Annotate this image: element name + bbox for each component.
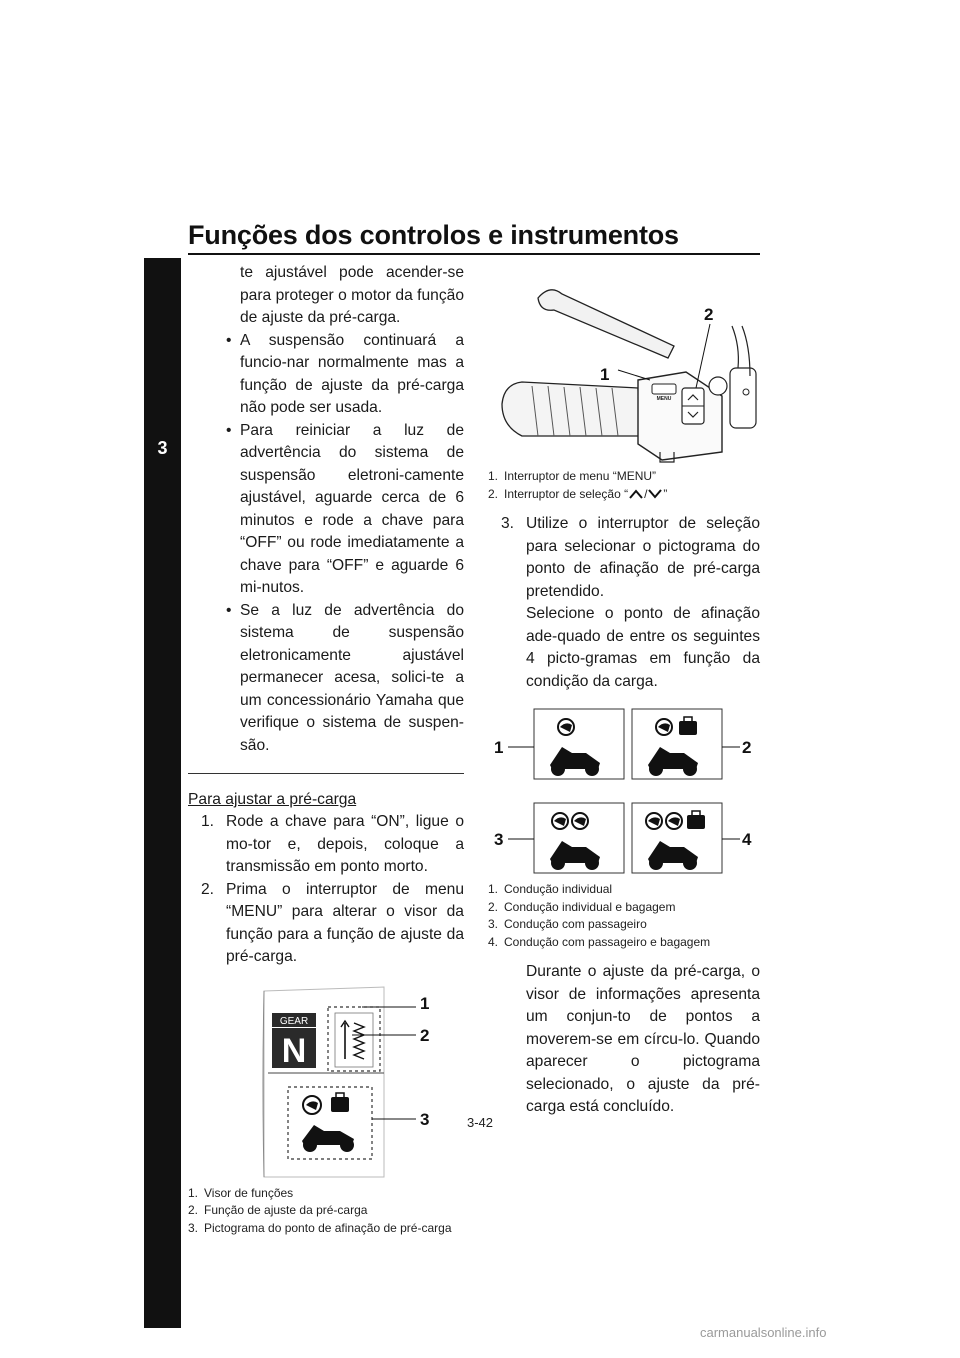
step-number: 3. (501, 515, 515, 532)
motorcycle-icon (302, 1125, 354, 1152)
bullet-dot: • (226, 331, 232, 349)
caption-number: 2. (488, 899, 499, 914)
caption-number: 2. (488, 486, 499, 501)
caption-item (188, 1220, 464, 1238)
callout-1: 1 (600, 365, 610, 384)
left-column (188, 262, 464, 1237)
callout-2: 2 (704, 305, 714, 324)
gear-value: N (281, 1031, 307, 1070)
display-figure (188, 983, 464, 1179)
menu-switch (652, 384, 676, 394)
caption-text: Condução individual e bagagem (504, 899, 676, 914)
pictograms-figure (488, 705, 760, 877)
pictograms-figure-captions (488, 881, 760, 951)
caption-text: Condução individual (504, 882, 613, 896)
rider-head-icon (303, 1096, 321, 1114)
pictogram-passenger (534, 803, 624, 873)
step-number: 1. (201, 813, 215, 830)
caption-item (188, 1185, 464, 1203)
caption-number: 1. (488, 469, 499, 483)
list-item (188, 330, 464, 420)
bullet-dot: • (226, 601, 232, 619)
gear-label: GEAR (279, 1015, 309, 1027)
display-figure-captions (188, 1185, 464, 1238)
step-item (488, 513, 760, 693)
pictogram-box (288, 1087, 372, 1159)
closing-text: Durante o ajuste da pré-carga, o visor de informações apresenta um conjun-to de pontos a moverem-se em círcu-lo. Quando aparecer o pictograma selecionado, o ajuste da pré-carga está concluído. (526, 963, 760, 1115)
pictograms-illustration (488, 705, 760, 877)
list-item (188, 600, 464, 758)
caption-item (488, 486, 760, 504)
caption-number: 1. (188, 1185, 199, 1200)
steps-list (188, 811, 464, 969)
caption-text: ” (663, 486, 668, 501)
list-item (188, 420, 464, 600)
page-number: 3-42 (466, 1115, 494, 1130)
caption-text: Condução com passageiro e bagagem (504, 934, 711, 949)
chapter-tab (144, 258, 181, 1328)
luggage-icon (331, 1093, 349, 1112)
display-illustration (188, 983, 464, 1179)
chevron-up-icon (628, 489, 644, 499)
caption-number: 3. (488, 917, 499, 931)
caption-text: Função de ajuste da pré-carga (204, 1203, 368, 1217)
caption-text: Condução com passageiro (504, 917, 647, 931)
step-item (188, 811, 464, 879)
bullet-text: Para reiniciar a luz de advertência do sistema de suspensão eletroni-camente ajustável, aguarde cerca de 6 minutos e rode a chave para “OFF” ou rode imediatamente a chave para “OFF” e aguarde 6 mi-nutos. (240, 421, 464, 596)
caption-text: Interruptor de seleção “ (504, 486, 629, 501)
chapter-number: 3 (157, 438, 168, 458)
caption-separator: / (644, 486, 648, 501)
step-text: Utilize o interruptor de seleção para selecionar o pictograma do ponto de afinação de pré-carga pretendido. (526, 515, 760, 600)
menu-label: MENU (656, 396, 672, 402)
handlebar-illustration (488, 276, 760, 464)
bullet-text: A suspensão continuará a funcio-nar normalmente mas a função de ajuste da pré-carga não pode ser usada. (240, 331, 464, 416)
continuation-text: te ajustável pode acender-se para proteger o motor da função de ajuste da pré-carga. (240, 264, 464, 326)
handlebar-figure-captions (488, 468, 760, 503)
step-text: Prima o interruptor de menu “MENU” para alterar o visor da função para a função de ajuste da pré-carga. (226, 880, 464, 965)
handle-grip (502, 382, 640, 436)
caption-number: 4. (488, 934, 499, 949)
step-text: Rode a chave para “ON”, ligue o mo-tor e, depois, coloque a transmissão em ponto morto. (226, 813, 464, 875)
caption-number: 3. (188, 1220, 199, 1235)
callout-4: 4 (742, 830, 752, 849)
page-title: Funções dos controlos e instrumentos (188, 220, 679, 250)
title-rule (188, 253, 760, 255)
right-column (488, 262, 760, 1119)
caption-item (488, 468, 760, 486)
caption-number: 1. (488, 882, 499, 896)
chevron-down-icon (647, 489, 663, 499)
steps-list (488, 513, 760, 693)
step-number: 2. (201, 880, 215, 898)
callout-2: 2 (420, 1025, 430, 1045)
step-text: Selecione o ponto de afinação ade-quado de entre os seguintes 4 picto-gramas em função da condição da carga. (526, 605, 760, 690)
caption-text: Pictograma do ponto de afinação de pré-carga (204, 1220, 452, 1235)
brake-lever (538, 290, 674, 358)
section-subheading: Para ajustar a pré-carga (188, 791, 357, 808)
pictogram-solo (534, 709, 624, 779)
step-item (188, 879, 464, 969)
callout-3: 3 (420, 1109, 430, 1129)
callout-1: 1 (494, 738, 504, 757)
pictogram-passenger-luggage (632, 803, 722, 873)
handlebar-figure (488, 276, 760, 464)
pictogram-solo-luggage (632, 709, 722, 779)
caption-item (488, 934, 760, 952)
bullet-list (188, 330, 464, 758)
caption-item (488, 916, 760, 934)
section-divider (188, 773, 464, 774)
callout-1: 1 (420, 993, 430, 1013)
bullet-dot: • (226, 421, 232, 439)
caption-text: Interruptor de menu “MENU” (504, 469, 657, 483)
caption-number: 2. (188, 1203, 199, 1217)
bullet-text: Se a luz de advertência do sistema de suspensão eletronicamente ajustável permanecer acesa, solici-te a um concessionário Yamaha que verifique o sistema de suspen-são. (240, 601, 464, 754)
callout-2: 2 (742, 738, 752, 757)
caption-item (488, 881, 760, 899)
caption-text: Visor de funções (204, 1185, 294, 1200)
caption-item (488, 899, 760, 917)
callout-3: 3 (494, 830, 504, 849)
caption-item (188, 1202, 464, 1220)
spring-icon (354, 1023, 364, 1059)
watermark: carmanualsonline.info (700, 1325, 827, 1340)
